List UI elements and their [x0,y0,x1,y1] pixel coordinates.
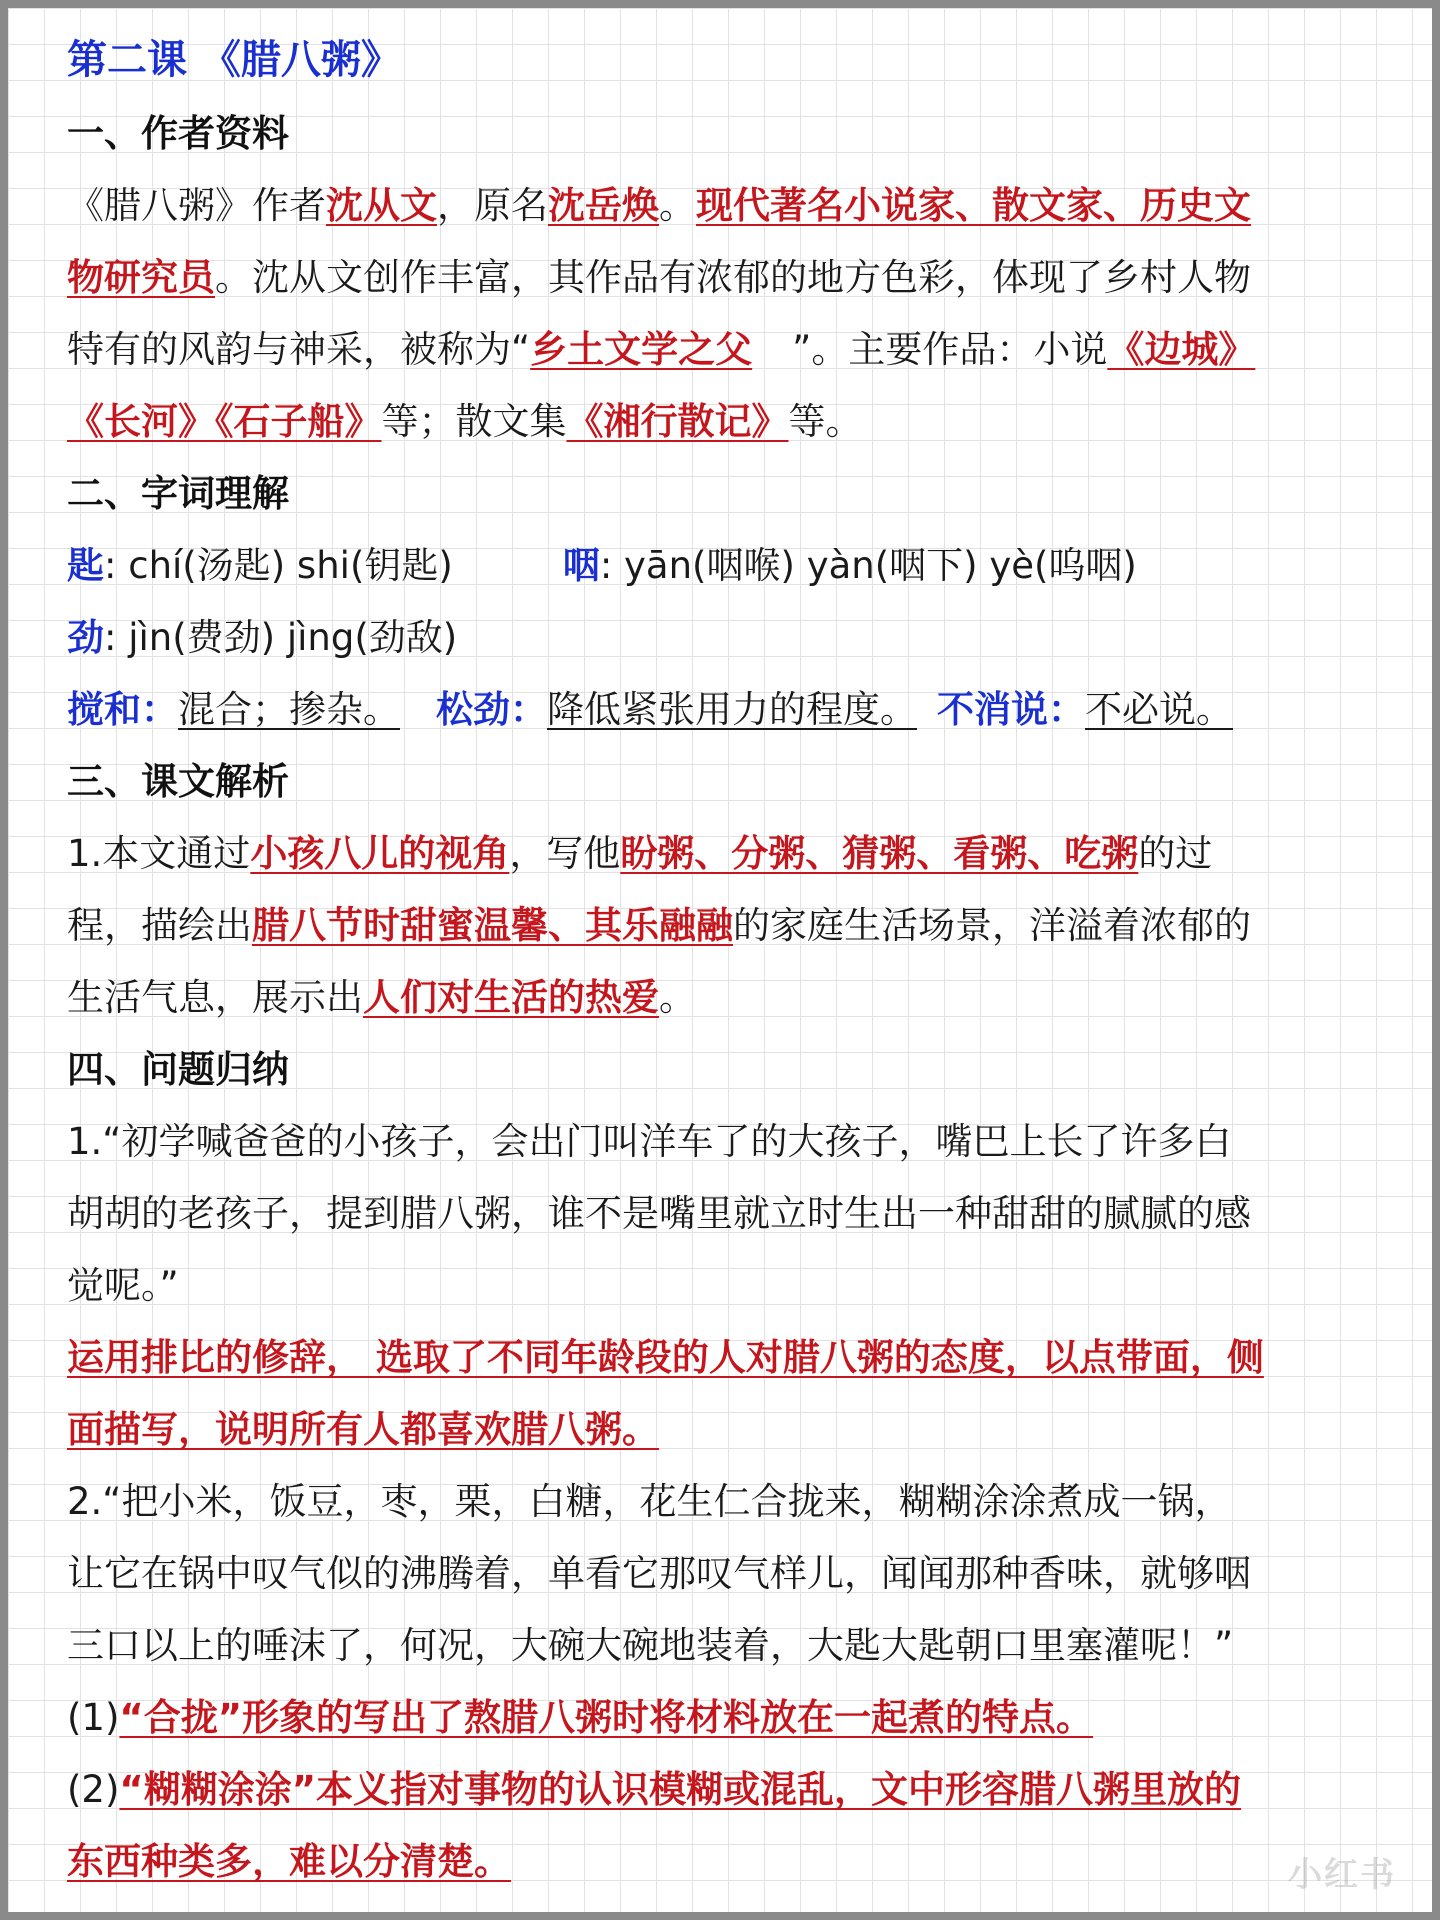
section-heading-questions: 四、问题归纳 [67,1048,289,1091]
answer-title-honor: 乡土文学之父 [530,328,753,371]
answer-author: 沈从文 [326,184,437,227]
sub-answer-2-line-1: (2)“糊糊涂涂”本义指对事物的认识模糊或混乱，文中形容腊八粥里放的 [67,1768,1242,1811]
question-1-line-1: 1.“初学喊爸爸的小孩子，会出门叫洋车了的大孩子，嘴巴上长了许多白 [67,1120,1232,1163]
question-1-line-2: 胡胡的老孩子，提到腊八粥，谁不是嘴里就立时生出一种甜甜的腻腻的感 [67,1192,1251,1235]
author-line-1: 《腊八粥》作者沈从文，原名沈岳焕。现代著名小说家、散文家、历史文 [67,184,1251,227]
sub-answer-1: (1)“合拢”形象的写出了熬腊八粥时将材料放在一起煮的特点。 [67,1696,1094,1739]
section-heading-analysis: 三、课文解析 [67,760,289,803]
question-1-line-3: 觉呢。” [67,1264,179,1307]
section-heading-words: 二、字词理解 [67,472,289,515]
question-2-line-2: 让它在锅中叹气似的沸腾着，单看它那叹气样儿，闻闻那种香味，就够咽 [67,1552,1251,1595]
pinyin-line-1: 匙: chí(汤匙) shi(钥匙) 咽: yān(咽喉) yàn(咽下) yè(呜咽) [67,544,1137,587]
author-line-3: 特有的风韵与神采，被称为“乡土文学之父 ”。主要作品：小说《边城》 [67,328,1256,371]
definition-line: 搅和：混合；掺杂。 松劲：降低紧张用力的程度。 不消说：不必说。 [67,688,1233,731]
watermark: 小红书 [1288,1855,1396,1895]
pinyin-line-2: 劲: jìn(费劲) jìng(劲敌) [67,616,458,659]
section-heading-author: 一、作者资料 [67,112,289,155]
answer-identity: 现代著名小说家、散文家、历史文 [696,184,1251,227]
lesson-title: 第二课 《腊八粥》 [67,37,401,83]
analysis-line-2: 程，描绘出腊八节时甜蜜温馨、其乐融融的家庭生活场景，洋溢着浓郁的 [67,904,1251,947]
analysis-line-1: 1.本文通过小孩八儿的视角，写他盼粥、分粥、猜粥、看粥、吃粥的过 [67,832,1213,875]
document-page [8,8,1432,1912]
question-2-line-3: 三口以上的唾沫了，何况，大碗大碗地装着，大匙大匙朝口里塞灌呢！” [67,1624,1234,1667]
answer-1-line-2: 面描写，说明所有人都喜欢腊八粥。 [67,1408,659,1451]
sub-answer-2-line-2: 东西种类多，难以分清楚。 [67,1840,511,1883]
answer-1-line-1: 运用排比的修辞， 选取了不同年龄段的人对腊八粥的态度，以点带面，侧 [67,1336,1264,1379]
author-line-4: 《长河》《石子船》等；散文集《湘行散记》等。 [67,400,863,443]
analysis-line-3: 生活气息，展示出人们对生活的热爱。 [67,976,696,1019]
author-line-2: 物研究员。沈从文创作丰富，其作品有浓郁的地方色彩，体现了乡村人物 [67,256,1251,299]
question-2-line-1: 2.“把小米，饭豆，枣，栗，白糖，花生仁合拢来，糊糊涂涂煮成一锅， [67,1480,1232,1523]
answer-original-name: 沈岳焕 [548,184,659,227]
